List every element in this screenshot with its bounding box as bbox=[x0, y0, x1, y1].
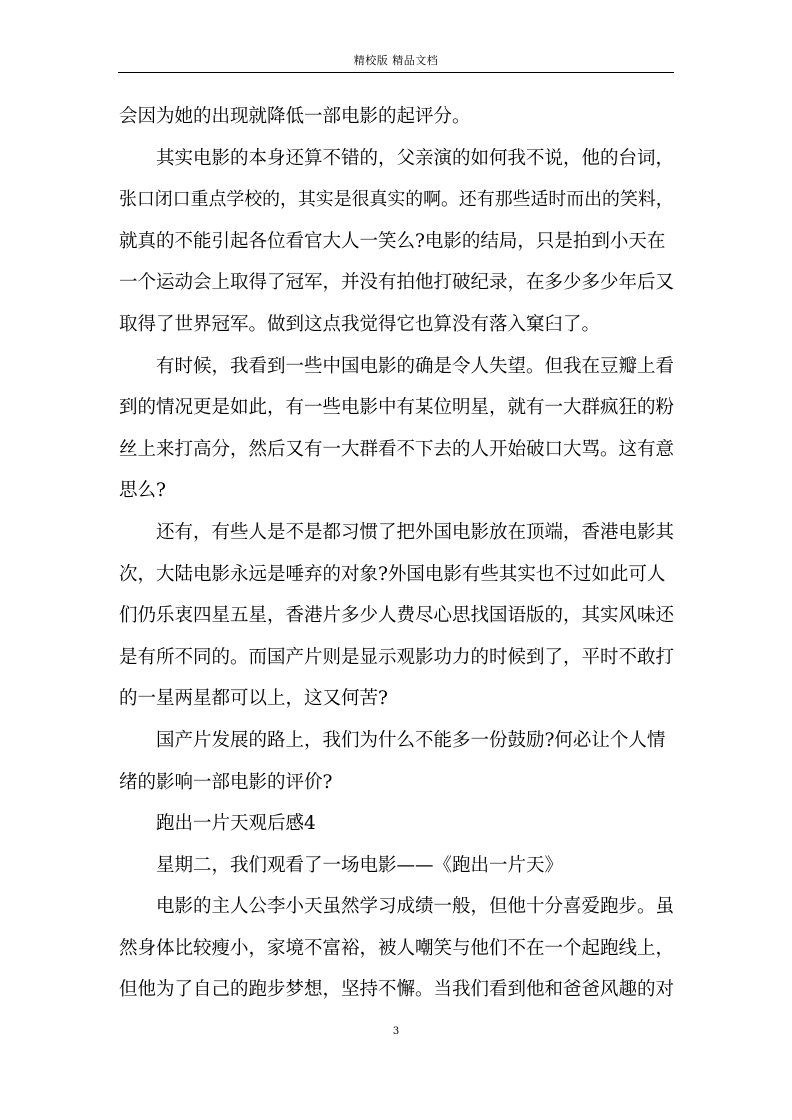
text-line: 到的情况更是如此，有一些电影中有某位明星，就有一大群疯狂的粉 bbox=[119, 397, 675, 419]
paragraph-2 bbox=[119, 138, 675, 346]
text-line: 会因为她的出现就降低一部电影的起评分。 bbox=[119, 106, 471, 127]
page-number: 3 bbox=[392, 1026, 400, 1037]
text-line: 思么? bbox=[119, 480, 166, 502]
text-line: 张口闭口重点学校的，其实是很真实的啊。还有那些适时而出的笑料， bbox=[119, 189, 674, 211]
text-line: 然身体比较瘦小，家境不富裕，被人嘲笑与他们不在一个起跑线上， bbox=[119, 937, 675, 959]
text-line: 就真的不能引起各位看官大人一笑么?电影的结局，只是拍到小天在 bbox=[119, 230, 666, 252]
paragraph-5 bbox=[119, 720, 675, 803]
text-line: 国产片发展的路上，我们为什么不能多一份鼓励?何必让个人情 bbox=[156, 729, 666, 751]
text-line: 其实电影的本身还算不错的，父亲演的如何我不说，他的台词， bbox=[156, 147, 675, 169]
header-title: 精校版 精品文档 bbox=[353, 54, 439, 67]
header-divider bbox=[118, 72, 674, 73]
text-line: 丝上来打高分，然后又有一大群看不下去的人开始破口大骂。这有意 bbox=[119, 438, 675, 460]
text-line: 跑出一片天观后感4 bbox=[156, 813, 316, 835]
paragraph-1 bbox=[119, 96, 675, 138]
text-line: 次，大陆电影永远是唾弃的对象?外国电影有些其实也不过如此可人 bbox=[119, 563, 666, 585]
text-line: 还有，有些人是不是都习惯了把外国电影放在顶端，香港电影其 bbox=[156, 521, 675, 543]
paragraph-4 bbox=[119, 512, 675, 720]
text-line: 的一星两星都可以上，这又何苦? bbox=[119, 688, 388, 710]
section-heading bbox=[119, 803, 675, 845]
text-line: 是有所不同的。而国产片则是显示观影功力的时候到了，平时不敢打 bbox=[119, 646, 675, 668]
paragraph-3 bbox=[119, 346, 675, 512]
paragraph-7 bbox=[119, 886, 675, 1011]
document-body bbox=[119, 96, 675, 1011]
text-line: 但他为了自己的跑步梦想，坚持不懈。当我们看到他和爸爸风趣的对 bbox=[119, 979, 675, 1001]
text-line: 绪的影响一部电影的评价? bbox=[119, 771, 333, 793]
text-line: 一个运动会上取得了冠军，并没有拍他打破纪录，在多少多少年后又 bbox=[119, 272, 675, 294]
text-line: 们仍乐衷四星五星，香港片多少人费尽心思找国语版的，其实风味还 bbox=[119, 605, 675, 627]
paragraph-6 bbox=[119, 845, 675, 887]
text-line: 星期二，我们观看了一场电影——《跑出一片天》 bbox=[156, 854, 564, 876]
text-line: 电影的主人公李小天虽然学习成绩一般，但他十分喜爱跑步。虽 bbox=[156, 896, 675, 918]
text-line: 取得了世界冠军。做到这点我觉得它也算没有落入窠臼了。 bbox=[119, 313, 601, 335]
text-line: 有时候，我看到一些中国电影的确是令人失望。但我在豆瓣上看 bbox=[156, 355, 675, 377]
